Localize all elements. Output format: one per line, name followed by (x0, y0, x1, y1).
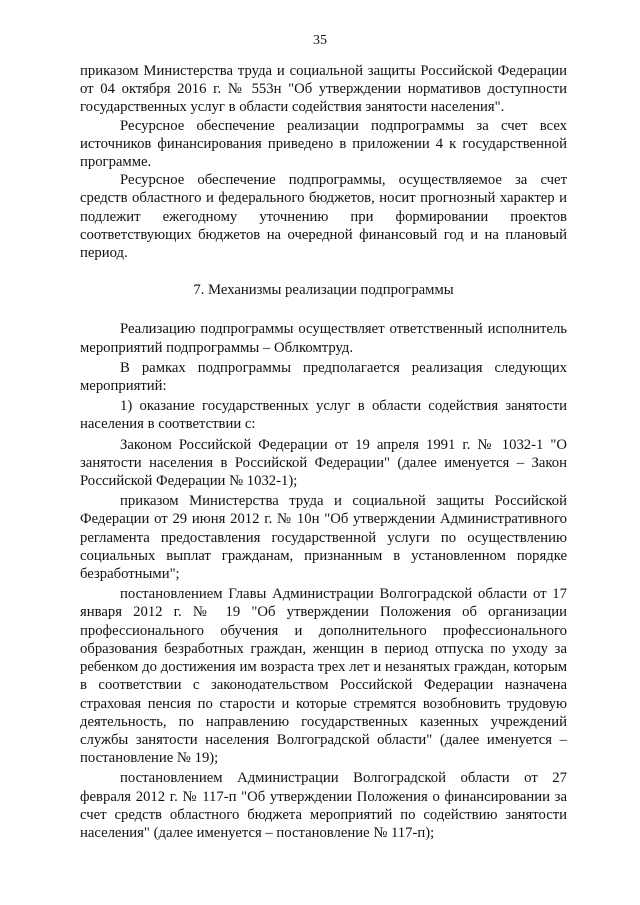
paragraph-order-553n: приказом Министерства труда и социальной защиты Российской Федерации от 04 октября 2016 г. № 553н "Об утверждении нормативов доступности государственных услуг в области содействия занятости населения". (80, 63, 567, 116)
paragraph-resource-forecast: Ресурсное обеспечение подпрограммы, осуществляемое за счет средств областного и федерального бюджетов, носит прогнозный характер и подлежит ежегодному уточнению при формировании проектов соответствующих бюджетов на очередной финансовый год и на плановый период. (80, 172, 567, 262)
paragraph-resource-appendix: Ресурсное обеспечение реализации подпрограммы за счет всех источников финансирования приведено в приложении 4 к государственной программе. (80, 117, 567, 171)
paragraph-resolution-19: постановлением Главы Администрации Волгоградской области от 17 января 2012 г. № 19 "Об утверждении Положения об организации профессионального обучения и дополнительного профессионального образования безработных граждан, женщин в период отпуска по уходу за ребенком до достижения им возраста трех лет и незанятых граждан, которым в соответствии с законодательством Российской Федерации назначена страховая пенсия по старости и которые стремятся возобновить трудовую деятельность, по направлению государственных казенных учреждений службы занятости населения Волгоградской области" (далее именуется – постановление № 19); (80, 586, 567, 767)
paragraph-executor: Реализацию подпрограммы осуществляет ответственный исполнитель мероприятий подпрограммы – Облкомтруд. (80, 321, 567, 356)
paragraph-resolution-117p: постановлением Администрации Волгоградской области от 27 февраля 2012 г. № 117-п "Об утверждении Положения о финансировании за счет средств областного бюджета мероприятий по содействию занятости населения" (далее именуется – постановление № 117-п); (80, 770, 567, 841)
page-number: 35 (313, 33, 327, 48)
document-body (80, 62, 567, 842)
paragraph-order-10n: приказом Министерства труда и социальной защиты Российской Федерации от 29 июня 2012 г. № 10н "Об утверждении Административного регламента предоставления государственной услуги по осуществлению социальных выплат гражданам, признанным в установленном порядке безработными"; (80, 493, 567, 583)
list-item-employment-services: 1) оказание государственных услуг в области содействия занятости населения в соответствии с: (80, 398, 567, 433)
paragraph-measures-intro: В рамках подпрограммы предполагается реализация следующих мероприятий: (80, 359, 567, 395)
section-heading: 7. Механизмы реализации подпрограммы (193, 282, 454, 299)
paragraph-law-1032-1: Законом Российской Федерации от 19 апреля 1991 г. № 1032-1 "О занятости населения в Российской Федерации" (далее именуется – Закон Российской Федерации № 1032-1); (80, 436, 567, 490)
